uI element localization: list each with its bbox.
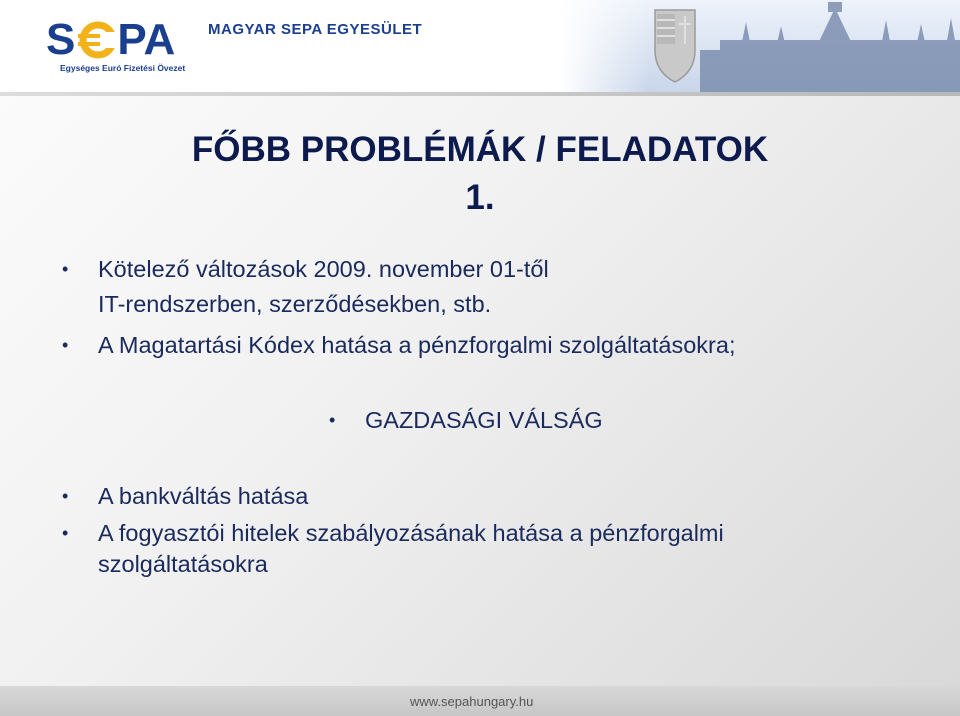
bullet-item-3-line1: GAZDASÁGI VÁLSÁG [365,407,603,433]
logo-letters-pa: PA [117,15,176,64]
bullet-icon: • [62,486,69,506]
bullet-item-1-line1: Kötelező változások 2009. november 01-től [98,256,549,282]
slide-title [100,126,860,222]
bullet-item-5 [62,518,724,580]
header [0,0,960,92]
org-title: MAGYAR SEPA EGYESÜLET [208,21,423,38]
bullet-item-2-line1: A Magatartási Kódex hatása a pénzforgalmi szolgáltatásokra; [98,332,736,358]
footer [0,686,960,716]
bullet-item-5-line1: A fogyasztói hitelek szabályozásának hatása a pénzforgalmi [98,520,724,546]
logo-letter-s: S [46,15,76,64]
slide-title-line2: 1. [465,178,495,217]
bullet-item-2 [62,330,736,361]
bullet-item-4 [62,481,309,512]
bullet-item-4-line1: A bankváltás hatása [98,483,309,509]
euro-icon [76,20,116,60]
slide-title-line1: FŐBB PROBLÉMÁK / FELADATOK [191,130,769,169]
sepa-logo [46,15,176,64]
coat-of-arms-icon [655,10,695,82]
bullet-icon: • [62,259,69,279]
footer-url: www.sepahungary.hu [410,694,534,709]
bullet-icon: • [62,523,69,543]
parliament-banner-image [560,0,960,92]
bullet-item-5-line2: szolgáltatásokra [98,551,268,577]
bullet-item-3 [329,405,603,436]
bullet-icon: • [62,335,69,355]
logo-tagline: Egységes Euró Fizetési Övezet [60,63,186,73]
bullet-item-1-line2: IT-rendszerben, szerződésekben, stb. [98,291,492,317]
bullet-item-1 [62,254,549,320]
bullet-icon: • [329,410,336,430]
